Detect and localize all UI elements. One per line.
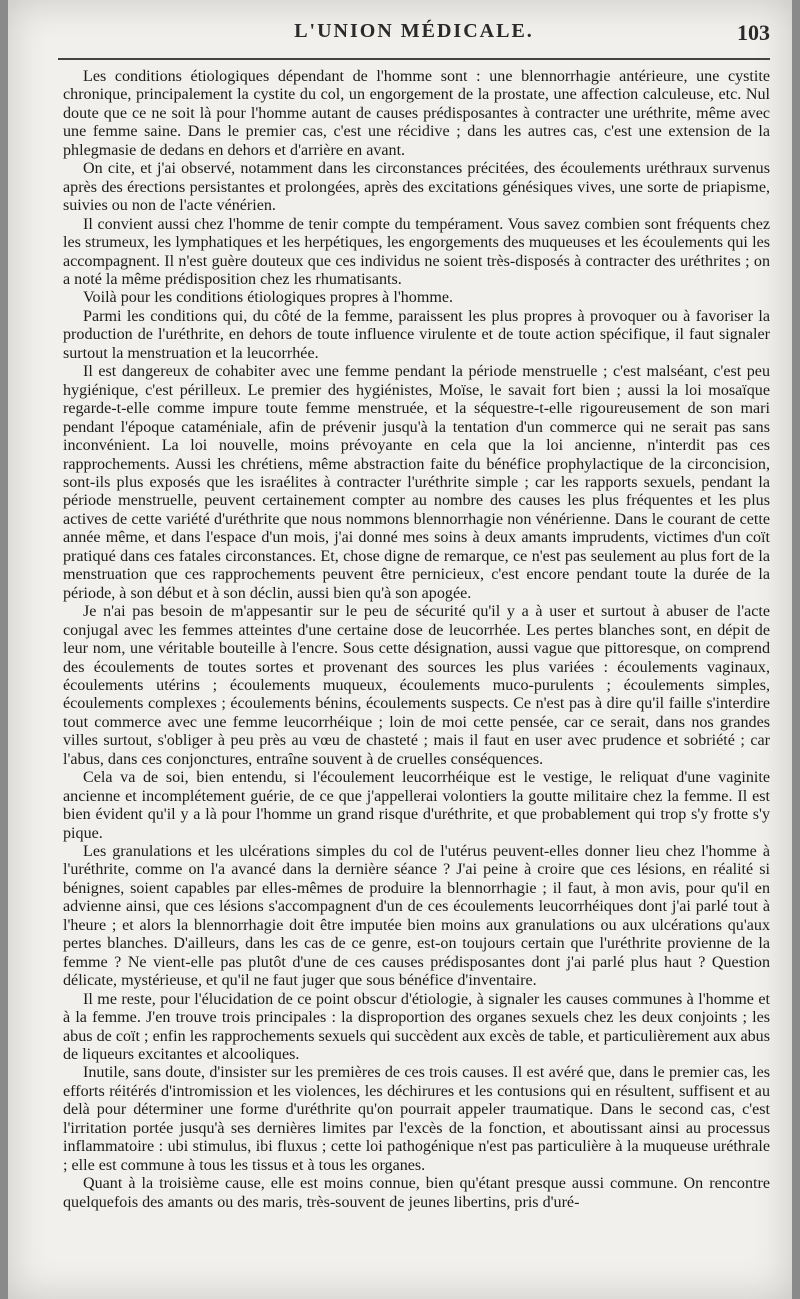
paragraph: On cite, et j'ai observé, notamment dans les circonstances précitées, des écoulements uréthraux survenus après des érections persistantes et prolongées, après des excitations génésiques vives, une sorte de priapisme, suivies ou non de l'acte vénérien. xyxy=(63,160,770,215)
paragraph: Je n'ai pas besoin de m'appesantir sur le peu de sécurité qu'il y a à user et surtout à abuser de l'acte conjugal avec les femmes atteintes d'une certaine dose de leucorrhée. Les pertes blanches sont, en dépit de leur nom, une véritable bouteille à l'encre. Sous cette désignation, aussi vague que pittoresque, on comprend des écoulements de toutes sortes et provenant des sources les plus variées : écoulements vaginaux, écoulements utérins ; écoulements muqueux, écoulements muco-purulents ; écoulements simples, écoulements complexes ; écoulements bénins, écoulements suspects. Ce n'est pas à dire qu'il faille s'interdire tout commerce avec une femme leucorrhéique ; loin de moi cette pensée, car ce serait, dans nos grandes villes surtout, s'obliger à peu près au vœu de chasteté ; mais il faut en user avec prudence et sobriété ; car l'abus, dans ces conjonctures, entraîne souvent à de cruelles conséquences. xyxy=(63,603,770,768)
paragraph: Quant à la troisième cause, elle est moins connue, bien qu'étant presque aussi commune. On rencontre quelquefois des amants ou des maris, très-souvent de jeunes libertins, pris d'uré- xyxy=(63,1175,770,1211)
paragraph: Les granulations et les ulcérations simples du col de l'utérus peuvent-elles donner lieu chez l'homme à l'uréthrite, comme on l'a avancé dans la dernière séance ? J'ai peine à croire que ces lésions, en réalité si bénignes, soient capables par elles-mêmes de produire la blennorrhagie ; il faut, à mon avis, pour qu'il en advienne ainsi, que ces lésions s'accompagnent d'un de ces écoulements leucorrhéiques dont j'ai parlé tout à l'heure ; et alors la blennorrhagie doit être imputée bien moins aux granulations ou aux ulcérations qu'aux pertes blanches. D'ailleurs, dans les cas de ce genre, est-on toujours certain que l'uréthrite provienne de la femme ? Ne vient-elle pas plutôt d'une de ces causes prédisposantes dont j'ai parlé plus haut ? Question délicate, mystérieuse, et qu'il ne faut juger que sous bénéfice d'inventaire. xyxy=(63,843,770,990)
paragraph: Voilà pour les conditions étiologiques propres à l'homme. xyxy=(83,289,454,307)
paragraph: Inutile, sans doute, d'insister sur les premières de ces trois causes. Il est avéré que, dans le premier cas, les efforts réitérés d'intromission et les violences, les déchirures et les contusions qui en résultent, suffisent et au delà pour déterminer une forme d'uréthrite qu'on pourrait appeler traumatique. Dans le second cas, c'est l'irritation portée jusqu'à ses dernières limites par l'excès de la fonction, et aboutissant ainsi au processus inflammatoire : ubi stimulus, ibi fluxus ; cette loi pathogénique n'est pas particulière à la muqueuse uréthrale ; elle est commune à tous les tissus et à tous les organes. xyxy=(63,1064,770,1174)
paragraph: Il me reste, pour l'élucidation de ce point obscur d'étiologie, à signaler les causes communes à l'homme et à la femme. J'en trouve trois principales : la disproportion des organes sexuels chez les deux conjoints ; les abus de coït ; enfin les rapprochements sexuels qui succèdent aux excès de table, et particulièrement aux abus de liqueurs excitantes et alcooliques. xyxy=(63,990,770,1064)
paragraph: Cela va de soi, bien entendu, si l'écoulement leucorrhéique est le vestige, le reliquat d'une vaginite ancienne et incomplétement guérie, de ce que j'appellerai volontiers la goutte militaire chez la femme. Il est bien évident qu'il y a là pour l'homme un grand risque d'uréthrite, et que probablement qui trop s'y frotte s'y pique. xyxy=(63,769,770,842)
page-header xyxy=(58,14,770,48)
paragraph: Les conditions étiologiques dépendant de l'homme sont : une blennorrhagie antérieure, une cystite chronique, principalement la cystite du col, un engorgement de la prostate, une affection calculeuse, etc. Nul doute que ce ne soit là pour l'homme autant de causes prédisposantes à contracter une uréthrite, même avec une femme saine. Dans le premier cas, c'est une récidive ; dans les autres cas, c'est une extension de la phlegmasie de dedans en dehors et d'arrière en avant. xyxy=(63,68,770,159)
header-rule xyxy=(58,58,770,60)
article-body xyxy=(63,68,770,1212)
paragraph: Parmi les conditions qui, du côté de la femme, paraissent les plus propres à provoquer ou à favoriser la production de l'uréthrite, en dehors de toute influence virulente et de toute action spécifique, il faut signaler surtout la menstruation et la leucorrhée. xyxy=(63,307,770,362)
paragraph: Il est dangereux de cohabiter avec une femme pendant la période menstruelle ; c'est malséant, c'est peu hygiénique, c'est périlleux. Le premier des hygiénistes, Moïse, le savait fort bien ; aussi la loi mosaïque regarde-t-elle comme impure toute femme menstruée, et la séquestre-t-elle rigoureusement de son mari pendant l'époque cataméniale, afin de prévenir jusqu'à la tentation d'un commerce qui ne serait pas sans inconvénient. La loi nouvelle, moins prévoyante en cela que la loi ancienne, n'interdit pas ces rapprochements. Aussi les chrétiens, même abstraction faite du bénéfice prophylactique de la circoncision, sont-ils plus exposés que les israélites à contracter l'uréthrite simple ; car les rapports sexuels, pendant la période menstruelle, peuvent certainement compter au nombre des causes les plus fréquentes et les plus actives de cette variété d'uréthrite que nous nommons blennorrhagie non vénérienne. Dans le courant de cette année même, et dans l'espace d'un mois, j'ai donné mes soins à deux amants imprudents, victimes d'un coït pratiqué dans ces fatales circonstances. Et, chose digne de remarque, ce n'est pas seulement au plus fort de la menstruation que ces rapprochements peuvent être pernicieux, c'est encore pendant toute la durée de la période, à son début et à son déclin, aussi bien qu'à son apogée. xyxy=(63,363,770,602)
running-title: L'UNION MÉDICALE. xyxy=(294,20,534,42)
paragraph: Il convient aussi chez l'homme de tenir compte du tempérament. Vous savez combien sont fréquents chez les strumeux, les lymphatiques et les herpétiques, les engorgements des muqueuses et les écoulements qui les accompagnent. Il n'est guère douteux que ces individus ne soient très-disposés à contracter des uréthrites ; on a noté la même prédisposition chez les rhumatisants. xyxy=(63,215,770,288)
page-number: 103 xyxy=(737,20,770,45)
page xyxy=(8,0,792,1299)
